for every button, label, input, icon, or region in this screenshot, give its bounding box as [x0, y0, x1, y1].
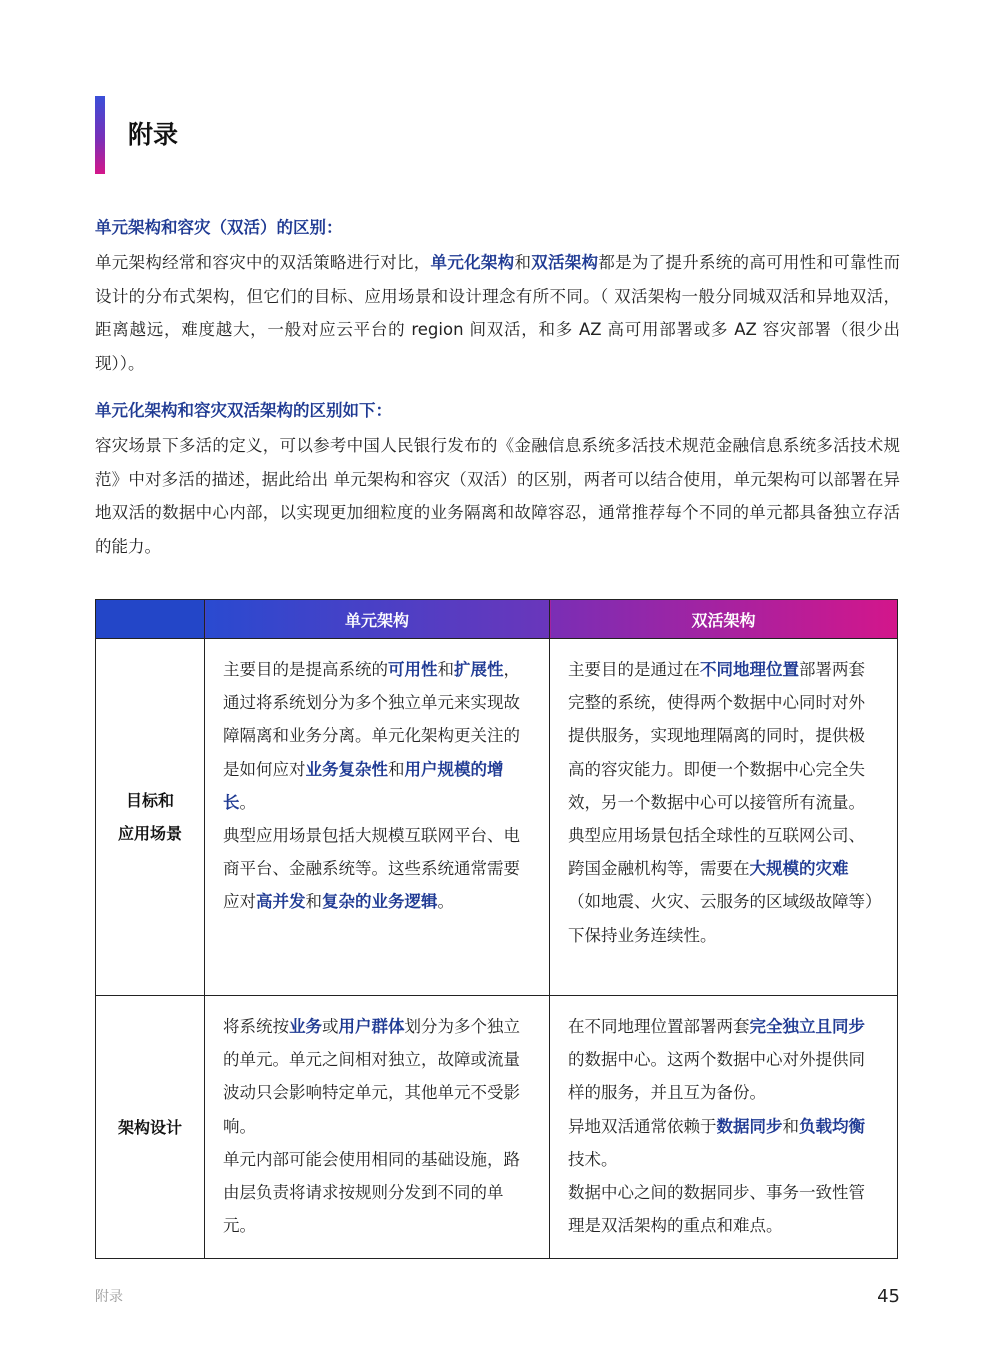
text: 典型应用场景包括全球性的互联网公司、跨国金融机构等，需要在	[568, 826, 865, 879]
row-label-line: 目标和	[125, 791, 174, 810]
highlight-text: 大规模的灾难	[749, 859, 849, 879]
section-difference	[95, 214, 900, 380]
text: 划分为多个独立的单元。单元之间相对独立，故障或流量波动只会影响特定单元，其他单元不受影响。	[223, 1017, 520, 1136]
cell-unit-goals	[205, 639, 550, 996]
text: 的数据中心。这两个数据中心对外提供同样的服务，并且互为备份。	[568, 1050, 865, 1103]
highlight-text: 单元化架构	[430, 253, 515, 272]
text: 和	[437, 660, 454, 679]
text: 将系统按	[223, 1017, 289, 1036]
header-cell-blank	[96, 600, 205, 639]
paragraph: 容灾场景下多活的定义，可以参考中国人民银行发布的《金融信息系统多活技术规范金融信息系统多活技术规范》中对多活的描述，据此给出 单元架构和容灾（双活）的区别，两者可以结合使用，单元架构可以部署在异地双活的数据中心内部，以实现更加细粒度的业务隔离和故障容忍，通常推荐每个不同的单元都具备独立存活的能力。	[95, 436, 900, 556]
text: 单元架构经常和容灾中的双活策略进行对比，	[95, 253, 431, 272]
table-header-row	[96, 600, 898, 639]
text: 和	[305, 892, 322, 912]
highlight-text: 不同地理位置	[700, 660, 799, 679]
section-comparison-intro	[95, 397, 900, 563]
comparison-table	[95, 599, 898, 1259]
page-title: 附录	[128, 120, 179, 149]
highlight-text: 数据同步	[716, 1116, 783, 1136]
highlight-text: 可用性	[388, 660, 438, 679]
highlight-text: 用户群体	[338, 1017, 405, 1036]
highlight-text: 用户规模的增长	[223, 759, 504, 812]
row-label-goals	[96, 639, 205, 996]
highlight-text: 业务复杂性	[305, 759, 388, 779]
text: 主要目的是提高系统的	[223, 660, 388, 679]
section-heading: 单元化架构和容灾双活架构的区别如下：	[95, 401, 392, 420]
cell-dual-goals	[550, 639, 898, 996]
highlight-text: 完全独立且同步	[749, 1017, 865, 1036]
header-cell-unit: 单元架构	[205, 600, 550, 639]
cell-unit-design	[205, 996, 550, 1259]
text: 技术。	[568, 1149, 618, 1169]
text: 主要目的是通过在	[568, 660, 700, 679]
text: ，通过将系统划分为多个独立单元来实现故障隔离和业务分离。单元化架构更关注的是如何应对	[223, 660, 520, 779]
text: 异地双活通常依赖于	[568, 1116, 717, 1136]
text: 在不同地理位置部署两套	[568, 1017, 750, 1036]
text: 部署两套完整的系统，使得两个数据中心同时对外提供服务，实现地理隔离的同时，提供极高的容灾能力。即便一个数据中心完全失效，另一个数据中心可以接管所有流量。	[568, 660, 865, 812]
table-row	[96, 996, 898, 1259]
section-heading: 单元架构和容灾（双活）的区别：	[95, 218, 343, 237]
text: （如地震、火灾、云服务的区域级故障等）下保持业务连续性。	[568, 892, 874, 945]
highlight-text: 业务	[289, 1017, 322, 1036]
header-cell-dual: 双活架构	[550, 600, 898, 639]
text: 都是为了提升系统的高可用性和可靠性而设计的分布式架构，但它们的目标、应用场景和设计理念有所不同。（ 双活架构一般分同城双活和异地双活，距离越远，难度越大，一般对应云平台的 region 间双活，和多 AZ 高可用部署或多 AZ 容灾部署（很少出现））。	[95, 253, 901, 373]
table-row	[96, 639, 898, 996]
text: 数据中心之间的数据同步、事务一致性管理是双活架构的重点和难点。	[568, 1183, 865, 1236]
text: 和	[782, 1116, 799, 1136]
highlight-text: 负载均衡	[799, 1116, 865, 1136]
row-label-design: 架构设计	[96, 996, 205, 1259]
text: 。	[239, 792, 256, 812]
text: 。	[437, 892, 454, 912]
page-number: 45	[877, 1286, 900, 1307]
text: 典型应用场景包括大规模互联网平台、电商平台、金融系统等。这些系统通常需要应对	[223, 826, 520, 912]
highlight-text: 扩展性	[454, 660, 504, 679]
title-accent-bar	[95, 96, 105, 174]
text: 和	[388, 759, 405, 779]
text: 和	[514, 253, 532, 272]
paragraph	[95, 246, 900, 380]
cell-dual-design	[550, 996, 898, 1259]
highlight-text: 高并发	[256, 892, 306, 912]
highlight-text: 复杂的业务逻辑	[322, 892, 438, 912]
text: 单元内部可能会使用相同的基础设施，路由层负责将请求按规则分发到不同的单元。	[223, 1149, 520, 1236]
row-label-line: 应用场景	[117, 824, 182, 843]
text: 或	[322, 1017, 339, 1036]
footer-section-label: 附录	[95, 1289, 123, 1305]
highlight-text: 双活架构	[531, 253, 599, 272]
